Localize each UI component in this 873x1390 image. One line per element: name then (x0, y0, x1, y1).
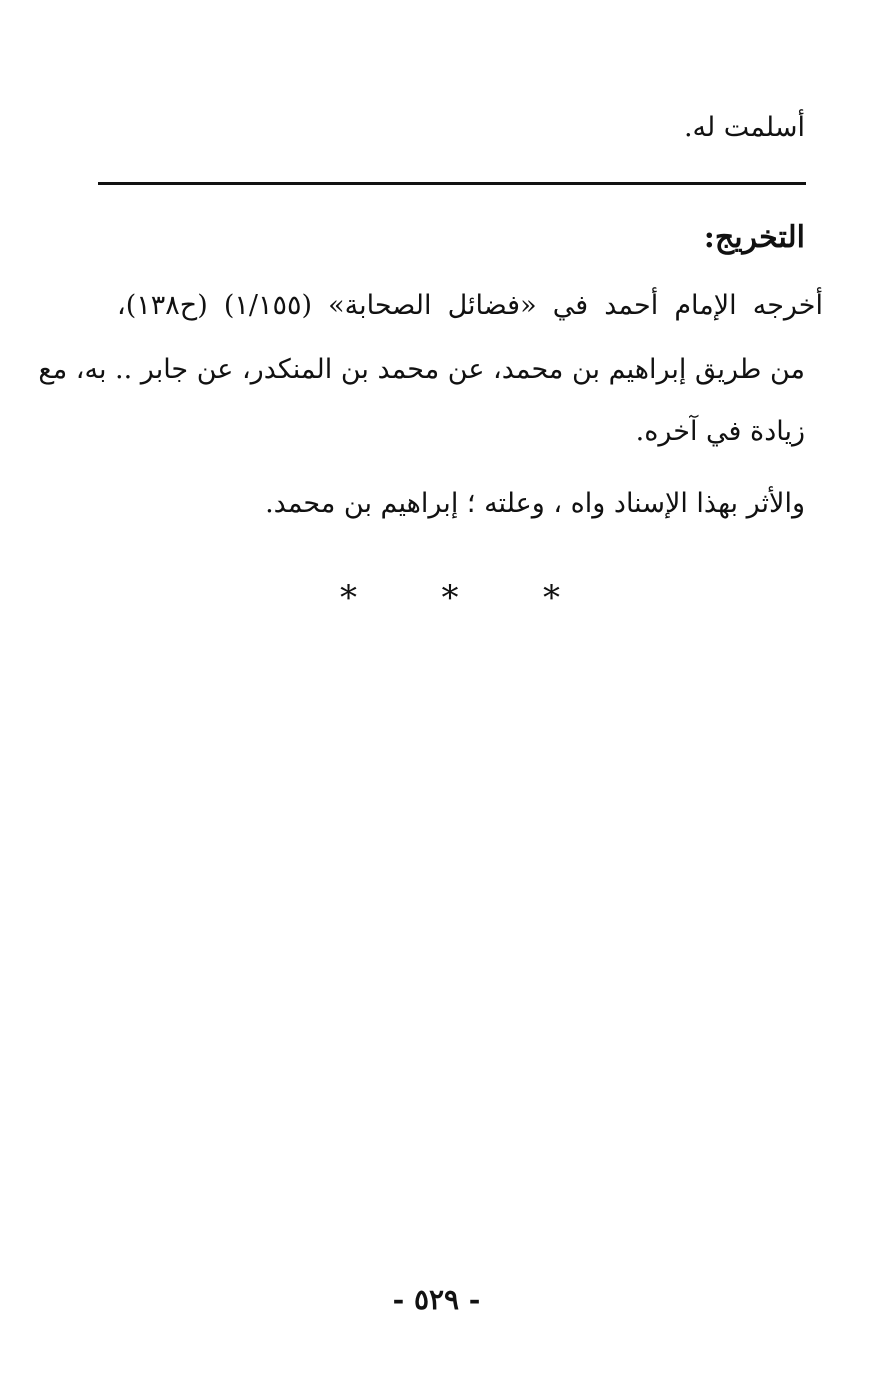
section-separator (340, 578, 560, 618)
separator-star: * (441, 578, 459, 618)
closing-line: أسلمت له. (683, 112, 805, 143)
section-heading: التخريج: (703, 220, 805, 255)
horizontal-rule (98, 182, 806, 185)
paragraph-2: والأثر بهذا الإسناد واه ، وعلته ؛ إبراهيم بن محمد. (265, 488, 805, 519)
paragraph-1-line-3: زيادة في آخره. (635, 416, 805, 447)
paragraph-1-line-1: أخرجه الإمام أحمد في «فضائل الصحابة» (١/١٥٥) (ح١٣٨)، (117, 290, 823, 321)
paragraph-1-line-2: من طريق إبراهيم بن محمد، عن محمد بن المنكدر، عن جابر .. به، مع (38, 354, 805, 385)
separator-star: * (340, 578, 357, 618)
page-number: - ٥٢٩ - (392, 1283, 481, 1316)
separator-star: * (543, 578, 560, 618)
